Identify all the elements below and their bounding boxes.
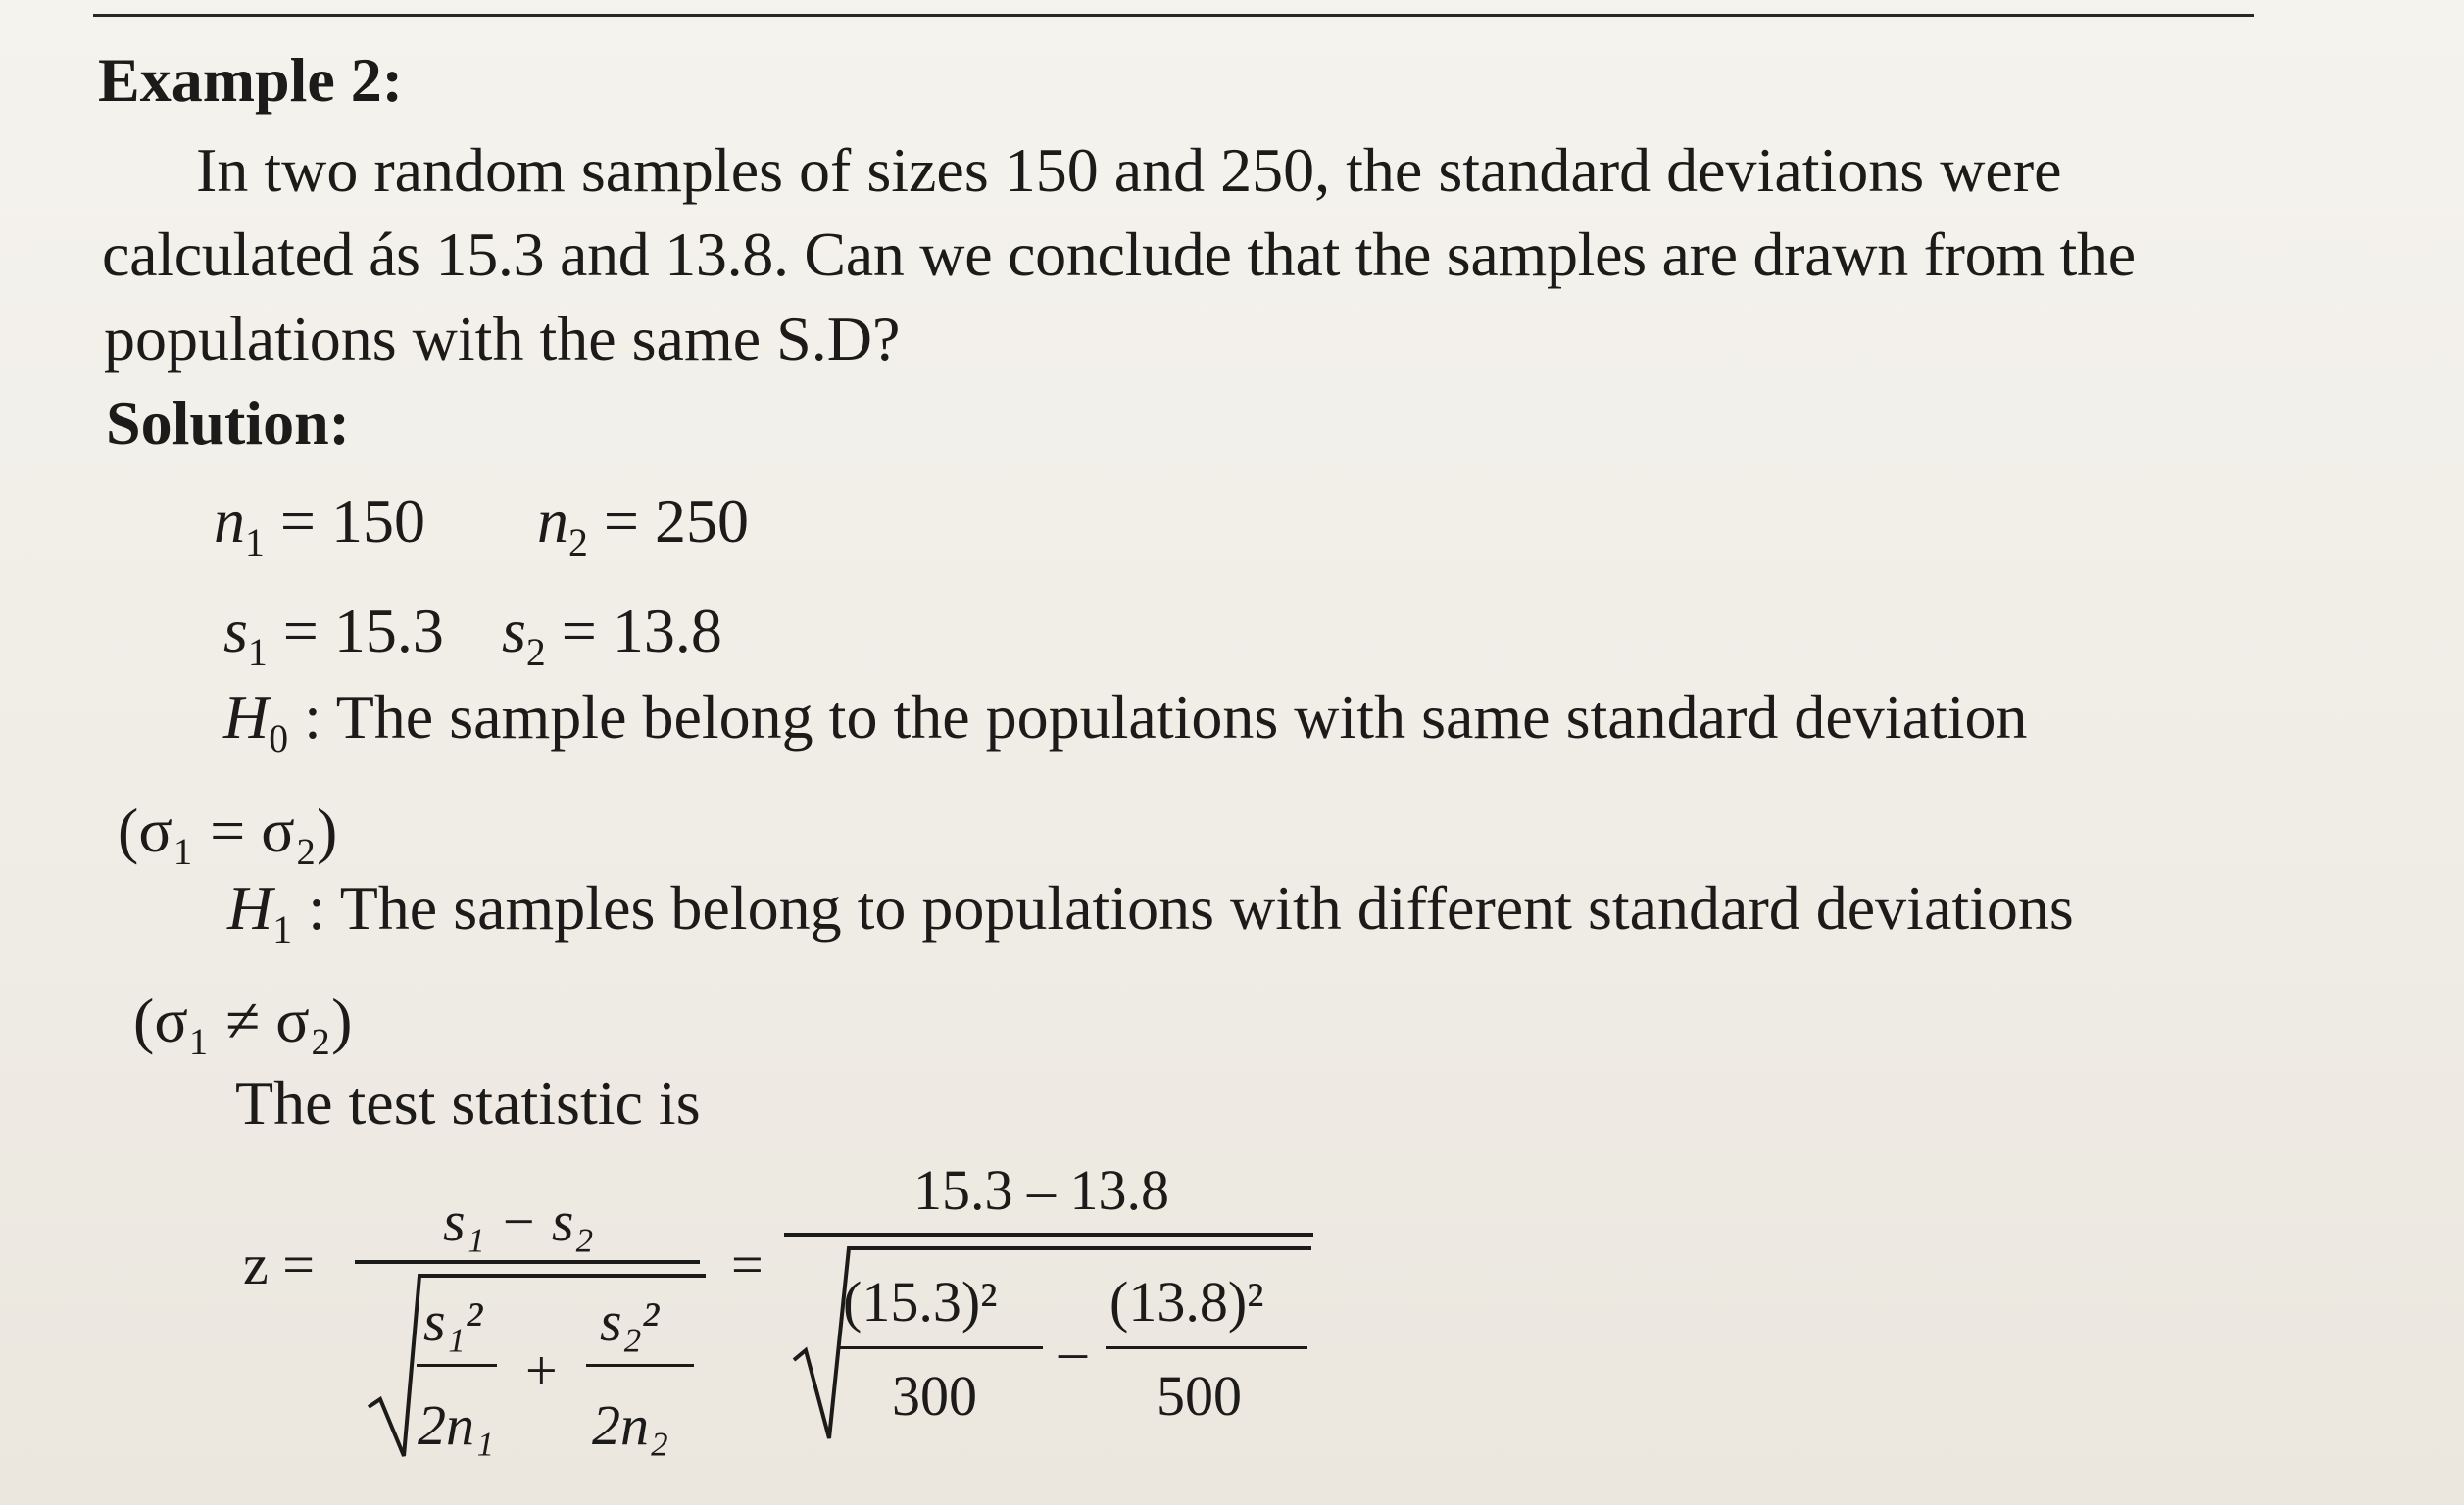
problem-line-1: In two random samples of sizes 150 and 250, the standard deviations were bbox=[196, 135, 2062, 205]
problem-line-2: calculated ás 15.3 and 13.8. Can we conclude that the samples are drawn from the bbox=[102, 219, 2136, 289]
example-title: Example 2: bbox=[98, 45, 404, 115]
given-n2: $n_2 = 250$ bbox=[537, 486, 749, 564]
null-hypothesis: $H_0$ : The sample belong to the populations with same standard deviation bbox=[223, 682, 2028, 760]
formula-term1-denominator: 2n₁ bbox=[418, 1393, 495, 1457]
given-s1: $s_1 = 15.3$ bbox=[223, 596, 444, 674]
null-hypothesis-condition: (σ₁ = σ₂) bbox=[118, 796, 338, 865]
formula-numerator: s₁ − s₂ bbox=[443, 1189, 594, 1253]
formula-numeric-numerator: 15.3 – 13.8 bbox=[913, 1158, 1169, 1222]
alternative-hypothesis-condition: (σ₁ ≠ σ₂) bbox=[133, 986, 353, 1055]
problem-line-3: populations with the same S.D? bbox=[104, 304, 901, 373]
formula-numeric-term2-denominator: 500 bbox=[1157, 1364, 1242, 1428]
given-n1: $n_1 = 150$ bbox=[214, 486, 425, 564]
formula-numeric-fraction-bar bbox=[784, 1233, 1313, 1237]
formula-term2-denominator: 2n₂ bbox=[592, 1393, 669, 1457]
top-rule bbox=[93, 14, 2254, 17]
formula-term1-bar bbox=[417, 1364, 497, 1367]
formula-numeric-term2-bar bbox=[1106, 1346, 1307, 1349]
formula-plus: + bbox=[525, 1338, 558, 1402]
formula-numeric-term1-bar bbox=[839, 1346, 1043, 1349]
formula-term2-numerator: s₂² bbox=[600, 1289, 660, 1353]
formula-numeric-term2-numerator: (13.8)² bbox=[1109, 1270, 1264, 1334]
alternative-hypothesis: $H_1$ : The samples belong to populations with different standard deviations bbox=[227, 873, 2074, 951]
formula-numeric-term1-denominator: 300 bbox=[892, 1364, 977, 1428]
formula-term2-bar bbox=[586, 1364, 694, 1367]
formula-equals: = bbox=[731, 1233, 764, 1296]
formula-numeric-term1-numerator: (15.3)² bbox=[843, 1270, 998, 1334]
formula-term1-numerator: s₁² bbox=[423, 1289, 483, 1353]
formula-main-fraction-bar bbox=[355, 1260, 700, 1264]
formula-lhs: z = bbox=[243, 1233, 315, 1296]
formula-minus: – bbox=[1059, 1319, 1087, 1383]
statistic-intro: The test statistic is bbox=[235, 1068, 701, 1138]
solution-title: Solution: bbox=[106, 388, 350, 458]
given-s2: $s_2 = 13.8$ bbox=[502, 596, 722, 674]
